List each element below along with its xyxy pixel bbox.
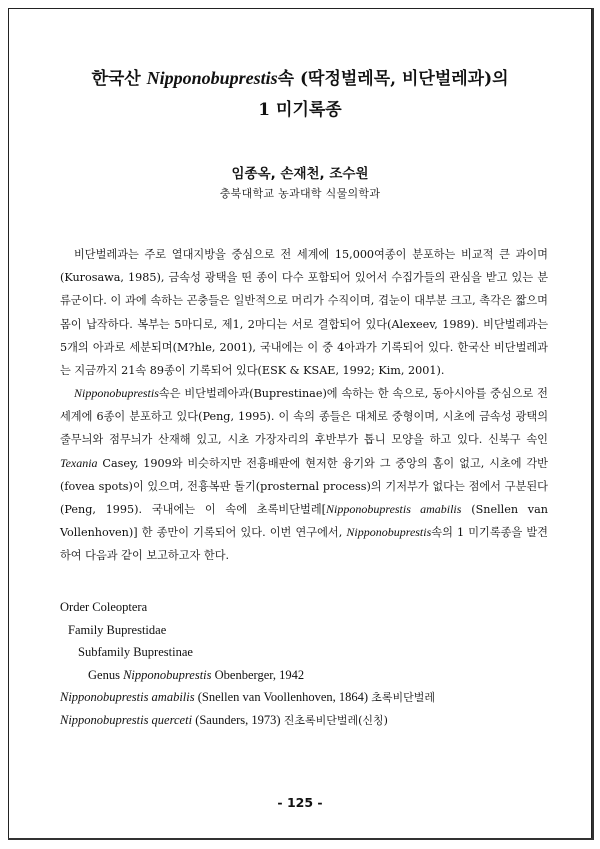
genus-name: Nipponobuprestis xyxy=(346,525,432,540)
taxon-genus-author: Obenberger, 1942 xyxy=(211,667,305,682)
species-1-author: (Snellen van Voollenhoven, 1864) xyxy=(194,690,372,704)
species-2-korean-name: 진초록비단벌레(신칭) xyxy=(283,713,388,727)
title-line-2: 1 미기록종 xyxy=(258,100,342,120)
species-2-name: Nipponobuprestis querceti xyxy=(60,712,193,727)
taxon-family: Family Buprestidae xyxy=(68,622,167,637)
paragraph-2-text-c: (Snellen van Vollenhoven)] 한 종만이 기록되어 있다. 이번 연구에서, xyxy=(60,503,549,540)
page-border-shadow-bottom xyxy=(8,838,594,840)
taxon-species-2 xyxy=(60,709,560,732)
species-1-name: Nipponobuprestis amabilis xyxy=(60,690,195,704)
taxonomy-list xyxy=(60,596,560,731)
page-number: - 125 - xyxy=(277,795,323,810)
paragraph-1 xyxy=(60,243,548,382)
title-prefix: 한국산 xyxy=(91,69,147,89)
taxon-genus xyxy=(60,664,560,687)
paragraph-2-text-b: Casey, 1909와 비슷하지만 전흉배판에 현저한 융기와 그 중앙의 홈이 없고, 시초에 각반(fovea spots)이 있으며, 전흉복판 돌기(prosternal process)의 기저부가 없다는 점에서 구분된다(Peng, 1995). 국내에는 이 속에 초록비단벌레[ xyxy=(60,456,548,517)
taxon-subfamily: Subfamily Buprestinae xyxy=(78,645,193,659)
taxon-genus-name: Nipponobuprestis xyxy=(123,667,212,682)
title-line-1 xyxy=(40,66,560,91)
paragraph-2-text-a: 속은 비단벌레아과(Buprestinae)에 속하는 한 속으로, 동아시아를 중심으로 전 세계에 6종이 분포하고 있다(Peng, 1995). 이 속의 종들은 대체로 중형이며, 시초에 금속성 광택의 줄무늬와 점무늬가 산재해 있고, 시초 가장자리의 후반부가 톱니 모양을 하고 있다. 신북구 속인 xyxy=(60,387,548,447)
species-1-korean-name: 초록비단벌레 xyxy=(371,691,435,704)
taxon-order: Order Coleoptera xyxy=(60,600,148,614)
species-name: Nipponobuprestis amabilis xyxy=(326,502,462,517)
page-border-shadow-right xyxy=(592,8,594,840)
title-suffix: 속 (딱정벌레목, 비단벌레과)의 xyxy=(277,69,509,89)
genus-name-texania: Texania xyxy=(60,455,98,470)
species-2-author: (Saunders, 1973) xyxy=(192,712,284,727)
taxon-genus-prefix: Genus xyxy=(88,667,124,682)
paragraph-1-text: 비단벌레과는 주로 열대지방을 중심으로 전 세계에 15,000여종이 분포하는 비교적 큰 과이며(Kurosawa, 1985), 금속성 광택을 띤 종이 다수 포함되어 있어서 수집가들의 관심을 받고 있는 분류군이다. 이 과에 속하는 곤충들은 일반적으로 머리가 수직이며, 겹눈이 대부분 크고, 촉각은 짧으며 몸이 납작하다. 복부는 5마디로, 제1, 2마디는 서로 결합되어 있다(Alexeev, 1989). 비단벌레과는 5개의 아과로 세분되며(M?hle, 2001), 국내에는 이 중 4아과가 기록되어 있다. 한국산 비단벌레과는 지금까지 21속 89종이 기록되어 있다(ESK & KSAE, 1992; Kim, 2001). xyxy=(60,248,548,378)
affiliation: 충북대학교 농과대학 식물의학과 xyxy=(219,187,381,200)
authors: 임종옥, 손재천, 조수원 xyxy=(231,166,369,182)
taxon-species-1 xyxy=(60,686,560,709)
paragraph-2 xyxy=(60,382,548,568)
paragraph-2-text-d: 속의 1 미기록종을 발견하여 다음과 같이 보고하고자 한다. xyxy=(60,526,548,563)
genus-name: Nipponobuprestis xyxy=(74,386,159,400)
title-genus: Nipponobuprestis xyxy=(146,68,278,88)
